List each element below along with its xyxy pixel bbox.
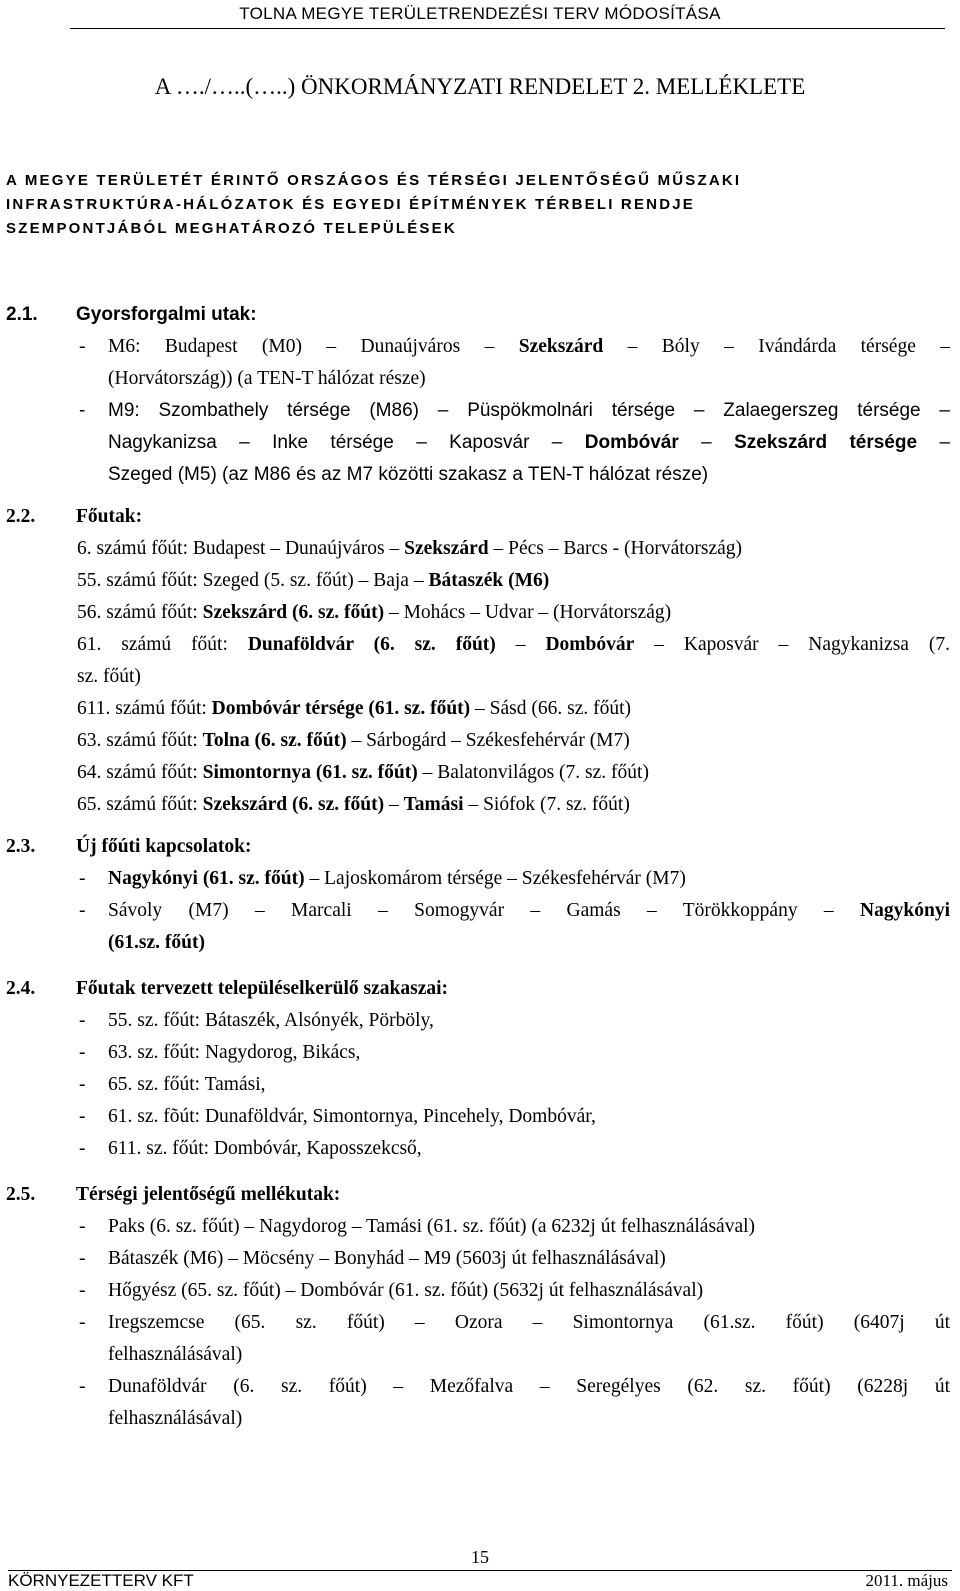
list-item xyxy=(6,1005,950,1037)
list-item-continuation: Szeged (M5) (az M86 és az M7 közötti szakasz a TEN-T hálózat része) xyxy=(108,464,709,485)
text-bold: Szekszárd (6. sz. főút) xyxy=(202,794,385,815)
text: – Mohács – Udvar – (Horvátország) xyxy=(384,602,672,623)
text: 64. számú főút: xyxy=(77,762,203,783)
text: – xyxy=(917,432,951,453)
text: M6: Budapest (M0) – Dunaújváros – xyxy=(108,336,519,357)
text: 61. számú főút: xyxy=(77,634,248,655)
list-item-continuation: felhasználásával) xyxy=(108,1344,243,1365)
section-title: Gyorsforgalmi utak: xyxy=(76,304,257,325)
list-item xyxy=(6,1371,950,1403)
bullet-dash: - xyxy=(79,1312,86,1333)
text: – xyxy=(384,794,404,815)
road-row xyxy=(6,757,950,789)
road-row xyxy=(6,533,950,565)
bullet-dash: - xyxy=(79,1138,86,1159)
road-row xyxy=(6,725,950,757)
list-item xyxy=(6,1101,950,1133)
bullet-dash: - xyxy=(79,868,86,889)
bullet-dash: - xyxy=(79,400,86,421)
text: 55. sz. főút: Bátaszék, Alsónyék, Pörböly, xyxy=(108,1010,434,1031)
list-item xyxy=(6,1133,950,1165)
bullet-dash: - xyxy=(79,1074,86,1095)
section-number: 2.4. xyxy=(6,978,36,999)
section-2-2-heading xyxy=(6,501,950,533)
text-bold: Szekszárd xyxy=(518,336,604,357)
bullet-dash: - xyxy=(79,1042,86,1063)
road-row xyxy=(6,693,950,725)
text-bold: Szekszárd (6. sz. főút) xyxy=(202,602,385,623)
bullet-dash: - xyxy=(79,1248,86,1269)
header-rule xyxy=(70,28,945,29)
section-title: Térségi jelentőségű mellékutak: xyxy=(76,1184,341,1205)
bullet-dash: - xyxy=(79,1106,86,1127)
list-item xyxy=(6,1069,950,1101)
text: – Pécs – Barcs - (Horvátország) xyxy=(488,538,743,559)
section-number: 2.1. xyxy=(6,304,38,325)
list-item xyxy=(6,1307,950,1339)
list-item xyxy=(6,1243,950,1275)
text: – xyxy=(495,634,546,655)
text: 56. számú főút: xyxy=(77,602,203,623)
text-bold: (61.sz. főút) xyxy=(108,932,205,953)
section-number: 2.3. xyxy=(6,836,36,857)
text: 65. számú főút: xyxy=(77,794,203,815)
text: Dunaföldvár (6. sz. főút) – Mezőfalva – Seregélyes (62. sz. főút) (6228j út xyxy=(108,1376,950,1397)
list-item-continuation: felhasználásával) xyxy=(108,1408,243,1429)
list-item xyxy=(6,895,950,927)
section-number: 2.5. xyxy=(6,1184,36,1205)
running-header: TOLNA MEGYE TERÜLETRENDEZÉSI TERV MÓDOSÍTÁSA xyxy=(239,4,721,23)
list-item-continuation xyxy=(6,427,950,459)
bullet-dash: - xyxy=(79,336,86,357)
text: – Sásd (66. sz. főút) xyxy=(470,698,632,719)
text: – Balatonvilágos (7. sz. főút) xyxy=(417,762,649,783)
list-item-continuation: (Horvátország)) (a TEN-T hálózat része) xyxy=(108,368,426,389)
road-row xyxy=(6,789,950,821)
text-bold: Nagykónyi (61. sz. főút) xyxy=(108,868,305,889)
text: 6. számú főút: Budapest – Dunaújváros – xyxy=(77,538,405,559)
bullet-dash: - xyxy=(79,1010,86,1031)
section-title: Főutak tervezett településelkerülő szakaszai: xyxy=(76,978,449,999)
subtitle-line-1: A MEGYE TERÜLETÉT ÉRINTŐ ORSZÁGOS ÉS TÉRSÉGI JELENTŐSÉGŰ MŰSZAKI xyxy=(6,172,742,189)
page-number: 15 xyxy=(471,1547,489,1567)
list-item xyxy=(6,1211,950,1243)
road-row-continuation: sz. főút) xyxy=(77,666,141,687)
footer-date: 2011. május xyxy=(865,1571,948,1590)
text: M9: Szombathely térsége (M86) – Püspökmolnári térsége – Zalaegerszeg térsége – xyxy=(108,400,950,421)
text-bold: Dunaföldvár (6. sz. főút) xyxy=(247,634,496,655)
text-bold: Dombóvár térsége (61. sz. főút) xyxy=(211,698,471,719)
list-item xyxy=(6,863,950,895)
text-bold: Tamási xyxy=(403,794,464,815)
text: 611. számú főút: xyxy=(77,698,212,719)
text: Hőgyész (65. sz. főút) – Dombóvár (61. sz. főút) (5632j út felhasználásával) xyxy=(108,1280,704,1301)
section-2-4-heading xyxy=(6,973,950,1005)
bullet-dash: - xyxy=(79,1280,86,1301)
text: Paks (6. sz. főút) – Nagydorog – Tamási (61. sz. főút) (a 6232j út felhasználásával) xyxy=(108,1216,756,1237)
section-title: Új főúti kapcsolatok: xyxy=(76,836,252,857)
text: 63. sz. főút: Nagydorog, Bikács, xyxy=(108,1042,361,1063)
bullet-dash: - xyxy=(79,900,86,921)
text-bold: Simontornya (61. sz. főút) xyxy=(202,762,418,783)
text: – xyxy=(678,432,735,453)
footer-company: KÖRNYEZETTERV KFT xyxy=(8,1571,194,1590)
text: Iregszemcse (65. sz. főút) – Ozora – Simontornya (61.sz. főút) (6407j út xyxy=(108,1312,950,1333)
text: – Bóly – Ivándárda térsége – xyxy=(603,336,950,357)
text: 63. számú főút: xyxy=(77,730,203,751)
list-item xyxy=(6,1037,950,1069)
list-item-continuation xyxy=(6,927,950,959)
text-bold: Nagykónyi xyxy=(860,900,950,921)
text: 55. számú főút: Szeged (5. sz. főút) – Baja – xyxy=(77,570,429,591)
text: Sávoly (M7) – Marcali – Somogyvár – Gamás – Törökkoppány – xyxy=(108,900,861,921)
section-2-1-heading xyxy=(6,299,950,331)
section-2-3-heading xyxy=(6,831,950,863)
text: 611. sz. főút: Dombóvár, Kaposszekcső, xyxy=(108,1138,422,1159)
document-subtitle xyxy=(6,169,956,241)
text-bold: Szekszárd xyxy=(404,538,489,559)
text: Nagykanizsa – Inke térsége – Kaposvár – xyxy=(108,432,585,453)
road-row xyxy=(6,629,950,661)
text: 61. sz. fõút: Dunaföldvár, Simontornya, Pincehely, Dombóvár, xyxy=(108,1106,596,1127)
text: – Lajoskomárom térsége – Székesfehérvár (M7) xyxy=(304,868,686,889)
list-item xyxy=(6,331,950,363)
text: – Sárbogárd – Székesfehérvár (M7) xyxy=(346,730,630,751)
text: – Kaposvár – Nagykanizsa (7. xyxy=(634,634,950,655)
road-row xyxy=(6,597,950,629)
bullet-dash: - xyxy=(79,1216,86,1237)
text-bold: Bátaszék (M6) xyxy=(428,570,550,591)
text-bold: Szekszárd térsége xyxy=(734,432,918,453)
document-body xyxy=(6,299,950,1435)
text: 65. sz. főút: Tamási, xyxy=(108,1074,266,1095)
subtitle-line-2: INFRASTRUKTÚRA-HÁLÓZATOK ÉS EGYEDI ÉPÍTMÉNYEK TÉRBELI RENDJE xyxy=(6,196,695,213)
section-2-5-heading xyxy=(6,1179,950,1211)
text: Bátaszék (M6) – Möcsény – Bonyhád – M9 (5603j út felhasználásával) xyxy=(108,1248,666,1269)
subtitle-line-3: SZEMPONTJÁBÓL MEGHATÁROZÓ TELEPÜLÉSEK xyxy=(6,220,457,237)
text-bold: Dombóvár xyxy=(545,634,635,655)
text: – Siófok (7. sz. főút) xyxy=(463,794,630,815)
document-title: A …./…..(…..) ÖNKORMÁNYZATI RENDELET 2. MELLÉKLETE xyxy=(154,74,806,99)
road-row xyxy=(6,565,950,597)
list-item xyxy=(6,1275,950,1307)
text-bold: Dombóvár xyxy=(584,432,679,453)
bullet-dash: - xyxy=(79,1376,86,1397)
section-number: 2.2. xyxy=(6,506,36,527)
text-bold: Tolna (6. sz. főút) xyxy=(202,730,347,751)
section-title: Főutak: xyxy=(76,506,143,527)
list-item xyxy=(6,395,950,427)
